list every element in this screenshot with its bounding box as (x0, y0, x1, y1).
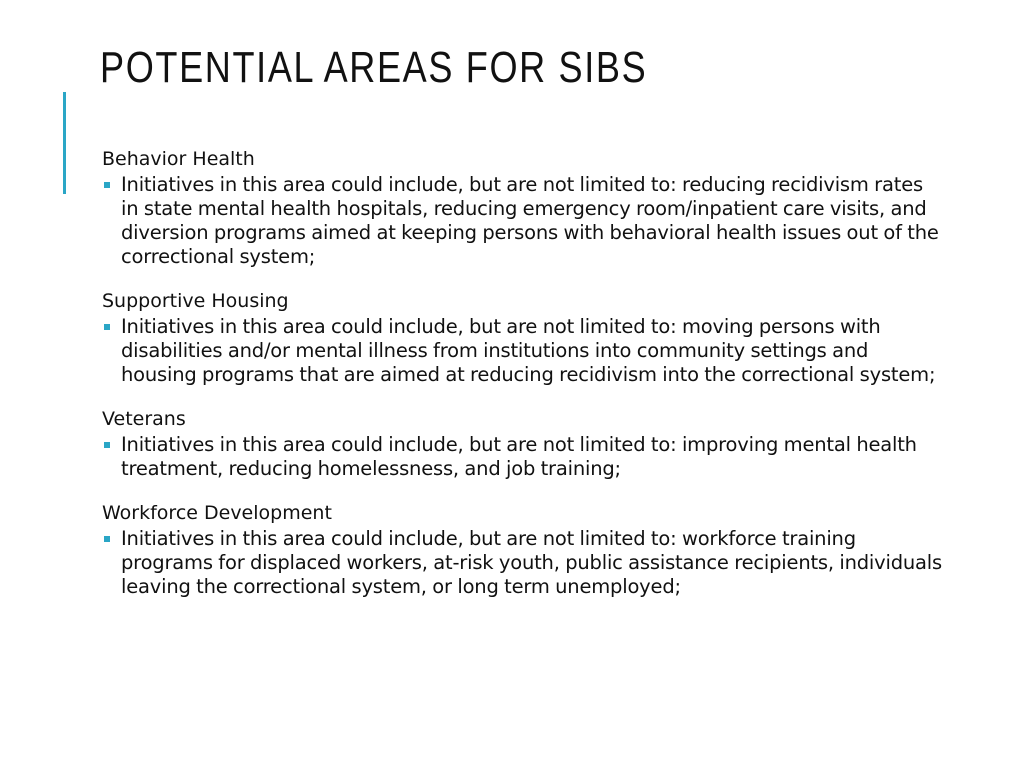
bullet-text: Initiatives in this area could include, but are not limited to: improving mental health treatment, reducing homelessness, and job training; (121, 433, 917, 480)
section-heading: Behavior Health (102, 148, 255, 170)
title-accent-bar (63, 92, 66, 194)
square-bullet-icon (104, 182, 110, 188)
section-supportive-housing (102, 289, 942, 387)
bullet-text: Initiatives in this area could include, but are not limited to: moving persons with disabilities and/or mental illness from institutions into community settings and housing programs that are aimed at reducing recidivism into the correctional system; (121, 315, 936, 386)
section-heading: Workforce Development (102, 502, 332, 524)
bullet-list (102, 527, 942, 599)
section-heading: Veterans (102, 408, 186, 430)
slide-title: POTENTIAL AREAS FOR SIBS (100, 43, 648, 92)
section-veterans (102, 407, 942, 481)
bullet-list (102, 173, 942, 269)
section-workforce-development (102, 501, 942, 599)
bullet-item (102, 173, 942, 269)
square-bullet-icon (104, 442, 110, 448)
bullet-item (102, 433, 942, 481)
bullet-item (102, 315, 942, 387)
slide-content (102, 147, 942, 619)
square-bullet-icon (104, 536, 110, 542)
bullet-list (102, 315, 942, 387)
square-bullet-icon (104, 324, 110, 330)
bullet-text: Initiatives in this area could include, but are not limited to: workforce training programs for displaced workers, at-risk youth, public assistance recipients, individuals leaving the correctional system, or long term unemployed; (121, 527, 942, 598)
bullet-item (102, 527, 942, 599)
section-heading: Supportive Housing (102, 290, 289, 312)
bullet-text: Initiatives in this area could include, but are not limited to: reducing recidivism rates in state mental health hospitals, reducing emergency room/inpatient care visits, and diversion programs aimed at keeping persons with behavioral health issues out of the correctional system; (121, 173, 939, 268)
section-behavior-health (102, 147, 942, 269)
bullet-list (102, 433, 942, 481)
